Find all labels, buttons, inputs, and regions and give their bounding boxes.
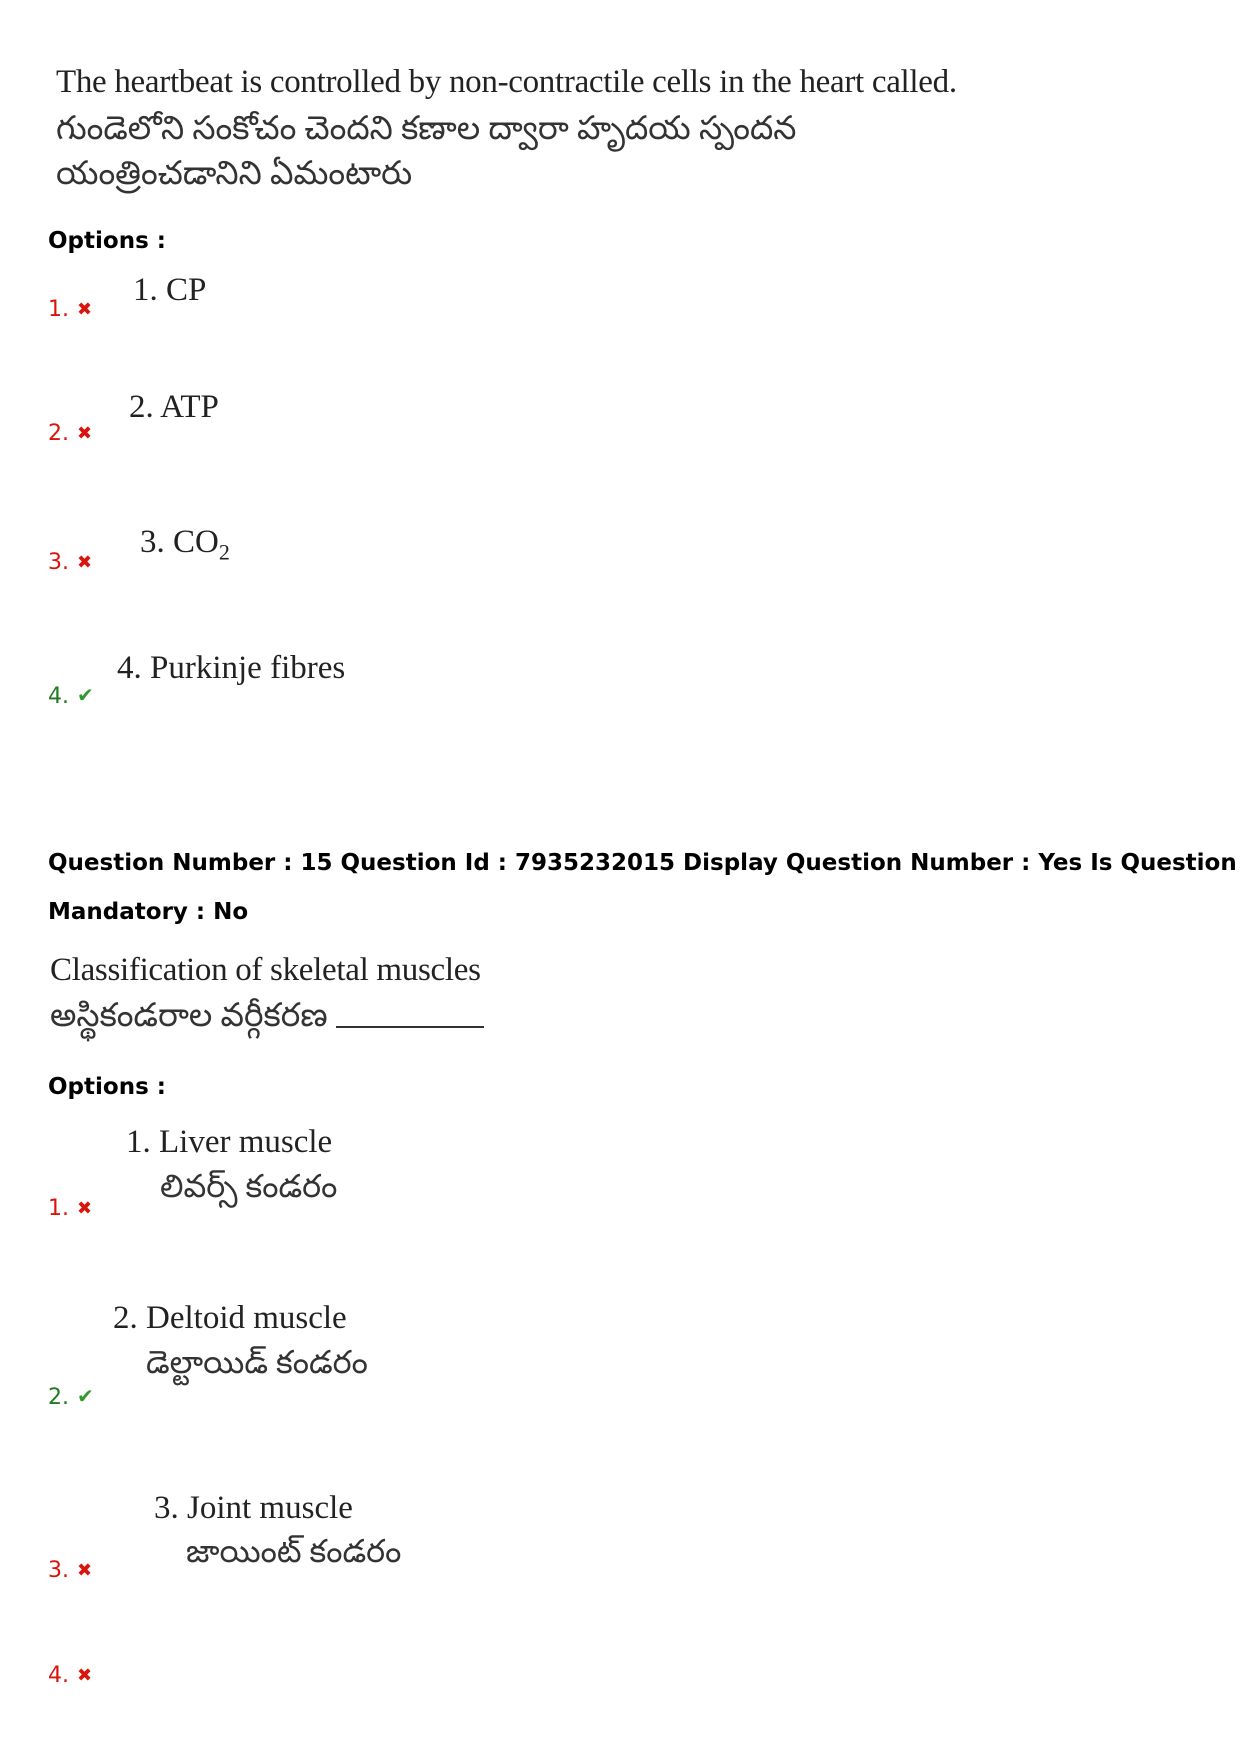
cross-icon: ✖ [77,299,93,320]
q15-option-1-text: 1. Liver muscle [126,1124,333,1160]
q15-question-en: Classification of skeletal muscles [50,952,481,988]
q15-option-2-text: 2. Deltoid muscle [113,1300,347,1336]
q15-header-line1: Question Number : 15 Question Id : 7935232015 Display Question Number : Yes Is Question [48,850,1237,876]
q14-option-4-text: 4. Purkinje fibres [117,650,346,686]
q15-option-3-number [48,1558,92,1583]
option-number: 3. [48,1558,69,1583]
q14-question-en: The heartbeat is controlled by non-contractile cells in the heart called. [56,64,957,100]
q15-option-2-text-te: డెల్టాయిడ్ కండరం [146,1344,368,1380]
q15-header-line2: Mandatory : No [48,899,249,925]
option-number: 4. [48,1663,69,1688]
q15-option-1-number [48,1196,92,1221]
q15-options-label: Options : [48,1074,166,1100]
cross-icon: ✖ [77,1665,93,1686]
check-icon: ✔ [77,1384,94,1408]
q14-question-te-line1: గుండెలోని సంకోచం చెందని కణాల ద్వారా హృదయ స్పందన [56,111,797,147]
option-text-prefix: 3. CO [140,524,219,560]
option-number: 3. [48,550,69,575]
q14-option-3-number [48,550,92,575]
q15-option-1-text-te: లివర్స్ కండరం [160,1168,338,1204]
q14-option-1-number [48,297,92,322]
q14-option-4-number [48,683,94,709]
q14-option-2-text: 2. ATP [129,389,219,425]
q14-option-3-text [140,524,230,566]
q14-option-2-number [48,421,92,446]
q14-option-1-text: 1. CP [133,272,207,308]
q15-option-4-number [48,1663,92,1688]
option-number: 2. [48,421,69,446]
q15-option-2-number [48,1384,94,1410]
option-text-subscript: 2 [218,539,230,565]
cross-icon: ✖ [77,1198,93,1219]
check-icon: ✔ [77,683,94,707]
q15-question-te [50,997,484,1042]
cross-icon: ✖ [77,423,93,444]
q15-option-3-text: 3. Joint muscle [154,1490,353,1526]
cross-icon: ✖ [77,552,93,573]
q14-options-label: Options : [48,228,166,254]
q15-question-te-text: అస్థికండరాల వర్గీకరణ [50,998,328,1034]
q14-question-te-line2: యంత్రించడానిని ఏమంటారు [56,156,413,192]
option-number: 2. [48,1385,69,1410]
answer-blank [336,1022,484,1028]
q15-option-3-text-te: జాయింట్ కండరం [186,1533,402,1569]
cross-icon: ✖ [77,1560,93,1581]
option-number: 1. [48,297,69,322]
option-number: 4. [48,684,69,709]
option-number: 1. [48,1196,69,1221]
